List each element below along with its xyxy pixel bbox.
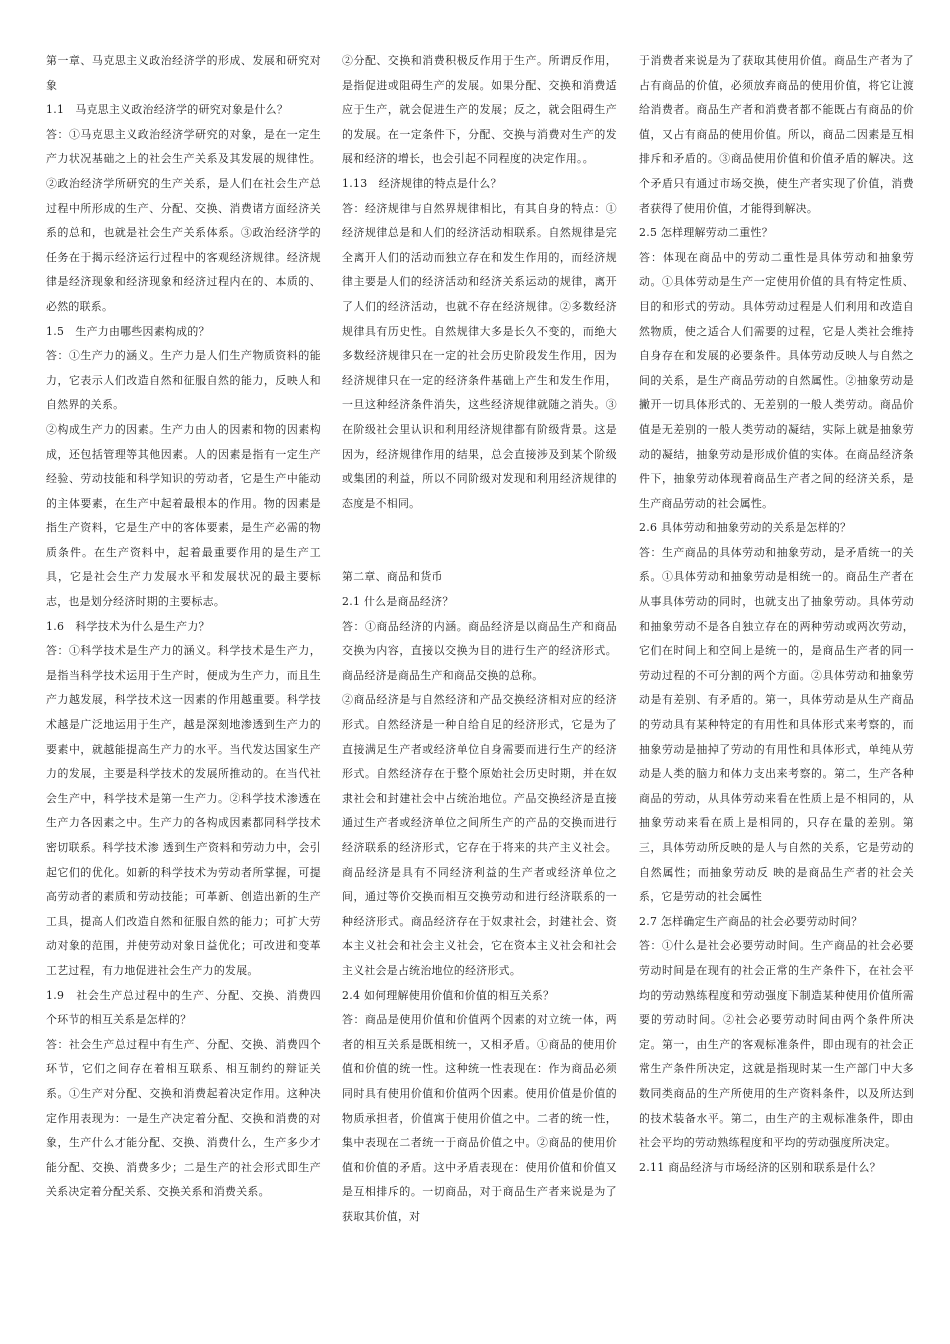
answer-paragraph: 答：①科学技术是生产力的涵义。科学技术是生产力，是指当科学技术运用于生产时，便成为生产力，而且生产力越发展，科学技术这一因素的作用越重要。科学技术越是广泛地运用于生产，越是深刻地渗透到生产力的要素中，就越能提高生产力的水平。当代发达国家生产力的发展，主要是科学技术的发展所推动的。在当代社会生产中，科学技术是第一生产力。②科学技术渗透在生产力各因素之中。生产力的各构成因素都同科学技术密切联系。科学技术渗 透到生产资料和劳动力中，会引起它们的优化。如新的科学技术为劳动者所掌握，可提高劳动者的素质和劳动技能；可革新、创造出新的生产工具，提高人们改造自然和征服自然的能力；可扩大劳动对象的范围，并使劳动对象日益优化；可改进和变革工艺过程，有力地促进社会生产力的发展。: [46, 644, 321, 977]
answer-paragraph: 答：①生产力的涵义。生产力是人们生产物质资料的能力，它表示人们改造自然和征服自然的能力，反映人和自然界的关系。: [46, 349, 321, 412]
chapter-heading: 第二章、商品和货币: [342, 570, 443, 584]
answer-paragraph: 答：①马克思主义政治经济学研究的对象，是在一定生产力状况基础之上的社会生产关系及其发展的规律性。②政治经济学所研究的生产关系，是人们在社会生产总过程中所形成的生产、分配、交换、消费诸方面经济关系的总和，也就是社会生产关系体系。③政治经济学的任务在于揭示经济运行过程中的客观经济规律。经济规律是经济现象和经济现象和经济过程内在的、本质的、必然的联系。: [46, 127, 321, 313]
question-heading: 2.4 如何理解使用价值和价值的相互关系？: [342, 988, 555, 1002]
answer-paragraph: ②构成生产力的因素。生产力由人的因素和物的因素构成，还包括管理等其他因素。人的因素是指有一定生产经验、劳动技能和科学知识的劳动者，它是生产中能动的主体要素，在生产中起着最根本的作用。物的因素是指生产资料，它是生产中的客体要素，是生产必需的物质条件。在生产资料中，起着最重要作用的是生产工具，它是社会生产力发展水平和发展状况的最主要标志，也是划分经济时期的主要标志。: [46, 422, 321, 609]
question-heading: 1.9 社会生产总过程中的生产、分配、交换、消费四个环节的相互关系是怎样的？: [46, 988, 321, 1027]
question-heading: 2.11 商品经济与市场经济的区别和联系是什么？: [639, 1160, 881, 1174]
question-heading: 1.1 马克思主义政治经济学的研究对象是什么？: [46, 103, 289, 117]
question-heading: 1.6 科学技术为什么是生产力？: [46, 619, 210, 633]
answer-paragraph: 答：体现在商品中的劳动二重性是具体劳动和抽象劳动。①具体劳动是生产一定使用价值的具有特定性质、目的和形式的劳动。具体劳动过程是人们利用和改造自然物质，使之适合人们需要的过程，它是人类社会维持自身存在和发展的必要条件。具体劳动反映人与自然之间的关系，是生产商品劳动的自然属性。②抽象劳动是撇开一切具体形式的、无差别的一般人类劳动。商品价值是无差别的一般人类劳动的凝结，实际上就是抽象劳动的凝结，抽象劳动是形成价值的实体。在商品经济条件下，抽象劳动体现着商品生产者之间的经济关系，是生产商品劳动的社会属性。: [639, 250, 914, 510]
question-heading: 2.7 怎样确定生产商品的社会必要劳动时间？: [639, 914, 863, 928]
blank-line: [342, 516, 617, 541]
question-heading: 2.6 具体劳动和抽象劳动的关系是怎样的？: [639, 521, 852, 535]
text-column-left: [46, 49, 321, 1205]
text-column-middle: [342, 49, 617, 1230]
answer-paragraph: ②分配、交换和消费积极反作用于生产。所谓反作用，是指促进或阻碍生产的发展。如果分配、交换和消费适应于生产，就会促进生产的发展；反之，就会阻碍生产的发展。在一定条件下，分配、交换与消费对生产的发展和经济的增长，也会引起不同程度的决定作用。。: [342, 54, 617, 166]
answer-paragraph: ②商品经济是与自然经济和产品交换经济相对应的经济形式。自然经济是一种自给自足的经济形式，它是为了直接满足生产者或经济单位自身需要而进行生产的经济形式。自然经济存在于整个原始社会历史时期，并在奴隶社会和封建社会中占统治地位。产品交换经济是直接通过生产者或经济单位之间所生产的产品的交换而进行经济联系的经济形式，它存在于将来的共产主义社会。商品经济是具有不同经济利益的生产者或经济单位之间，通过等价交换而相互交换劳动和进行经济联系的一种经济形式。商品经济存在于奴隶社会，封建社会、资本主义社会和社会主义社会，它在资本主义社会和社会主义社会是占统治地位的经济形式。: [342, 693, 617, 977]
answer-paragraph: 答：经济规律与自然界规律相比，有其自身的特点：①经济规律总是和人们的经济活动相联系。自然规律是完全离开人们的活动而独立存在和发生作用的，而经济规律主要是人们的经济活动和经济关系运动的规律，离开了人们的经济活动，也就不存在经济规律。②多数经济规律具有历史性。自然规律大多是长久不变的，而绝大多数经济规律只在一定的社会历史阶段发生作用，因为经济规律只在一定的经济条件基础上产生和发生作用，一旦这种经济条件消失，这些经济规律就随之消失。③在阶级社会里认识和利用经济规律都有阶级背景。这是因为，经济规律作用的结果，总会直接涉及到某个阶级或集团的利益，所以不同阶级对发现和利用经济规律的态度是不相同。: [342, 201, 617, 510]
question-heading: 1.13 经济规律的特点是什么？: [342, 176, 502, 190]
question-heading: 1.5 生产力由哪些因素构成的？: [46, 324, 210, 338]
answer-paragraph: 于消费者来说是为了获取其使用价值。商品生产者为了占有商品的价值，必须放弃商品的使用价值，将它让渡给消费者。商品生产者和消费者都不能既占有商品的价值，又占有商品的使用价值。所以，商品二因素是互相排斥和矛盾的。③商品使用价值和价值矛盾的解决。这个矛盾只有通过市场交换，使生产者实现了价值，消费者获得了使用价值，才能得到解决。: [639, 54, 914, 215]
text-column-right: [639, 49, 914, 1180]
answer-paragraph: 答：生产商品的具体劳动和抽象劳动，是矛盾统一的关系。①具体劳动和抽象劳动是相统一的。商品生产者在从事具体劳动的同时，也就支出了抽象劳动。具体劳动和抽象劳动不是各自独立存在的两种劳动或两次劳动，它们在时间上和空间上是统一的，是商品生产者的同一劳动过程的不可分割的两个方面。②具体劳动和抽象劳动是有差别、有矛盾的。第一，具体劳动是从生产商品的劳动具有某种特定的有用性和具体形式来考察的，而抽象劳动是抽掉了劳动的有用性和具体形式，单纯从劳动是人类的脑力和体力支出来考察的。第二，生产各种商品的劳动，从具体劳动来看在性质上是不相同的，从抽象劳动来看在质上是相同的，只存在量的差别。第三，具体劳动所反映的是人与自然的关系，它是劳动的自然属性；而抽象劳动反 映的是商品生产者的社会关系，它是劳动的社会属性: [639, 545, 914, 904]
blank-line: [342, 541, 617, 566]
answer-paragraph: 答：社会生产总过程中有生产、分配、交换、消费四个环节，它们之间存在着相互联系、相互制约的辩证关系。①生产对分配、交换和消费起着决定作用。这种决定作用表现为：一是生产决定着分配、交换和消费的对象，生产什么才能分配、交换、消费什么，生产多少才能分配、交换、消费多少；二是生产的社会形式即生产关系决定着分配关系、交换关系和消费关系。: [46, 1037, 321, 1199]
answer-paragraph: 答：①什么是社会必要劳动时间。生产商品的社会必要劳动时间是在现有的社会正常的生产条件下，在社会平均的劳动熟练程度和劳动强度下制造某种使用价值所需要的劳动时间。②社会必要劳动时间由两个条件所决定。第一，由生产的客观标准条件，即由现有的社会正常生产条件所决定，这就是指现时某一生产部门中大多数同类商品的生产所使用的生产资料条件，以及所达到的技术装备水平。第二，由生产的主观标准条件，即由社会平均的劳动熟练程度和平均的劳动强度所决定。: [639, 939, 914, 1150]
answer-paragraph: 答：商品是使用价值和价值两个因素的对立统一体，两者的相互关系是既相统一，又相矛盾。①商品的使用价值和价值的统一性。这种统一性表现在：作为商品必须同时具有使用价值和价值两个因素。使用价值是价值的物质承担者，价值寓于使用价值之中。二者的统一性，集中表现在二者统一于商品价值之中。②商品的使用价值和价值的矛盾。这中矛盾表现在：使用价值和价值又是互相排斥的。一切商品，对于商品生产者来说是为了获取其价值，对: [342, 1013, 617, 1223]
question-heading: 2.1 什么是商品经济？: [342, 595, 454, 609]
answer-paragraph: 答：①商品经济的内涵。商品经济是以商品生产和商品交换为内容，直接以交换为目的进行生产的经济形式。商品经济是商品生产和商品交换的总称。: [342, 619, 617, 682]
question-heading: 2.5 怎样理解劳动二重性？: [639, 226, 773, 240]
chapter-heading: 第一章、马克思主义政治经济学的形成、发展和研究对象: [46, 54, 321, 92]
